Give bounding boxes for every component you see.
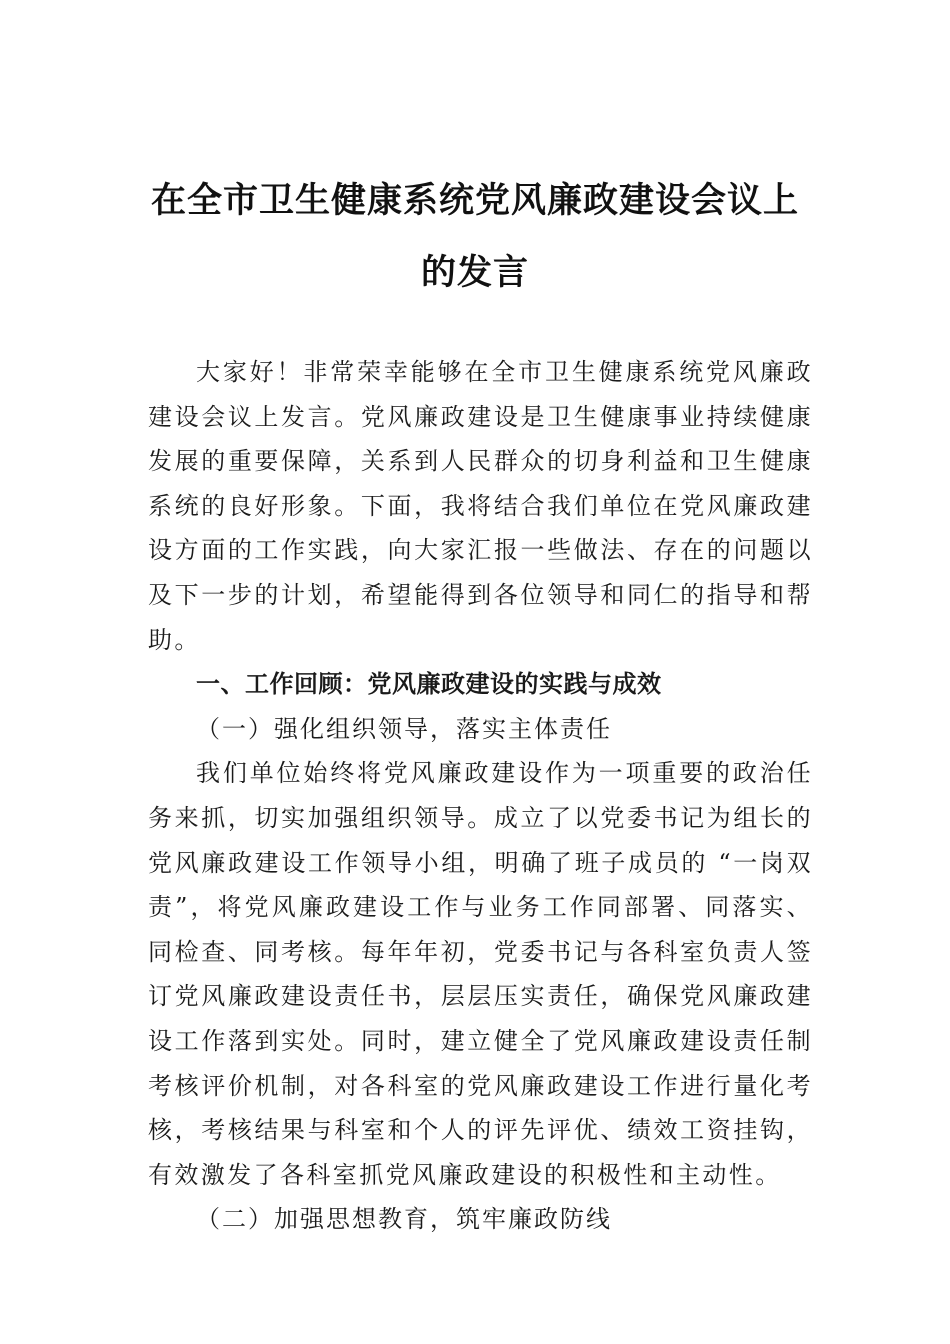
- subsection-heading-1: （一）强化组织领导，落实主体责任: [196, 714, 612, 743]
- document-body: [148, 350, 813, 1242]
- title-line-1: 在全市卫生健康系统党风廉政建设会议上: [150, 180, 799, 221]
- title-line-2: 的发言: [420, 252, 529, 293]
- document-title: [150, 165, 800, 309]
- subsection-1-paragraph: 我们单位始终将党风廉政建设作为一项重要的政治任务来抓，切实加强组织领导。成立了以党委书记为组长的党风廉政建设工作领导小组，明确了班子成员的 “一岗双责”，将党风廉政建设工作与业务工作同部署、同落实、同检查、同考核。每年年初，党委书记与各科室负责人签订党风廉政建设责任书，层层压实责任，确保党风廉政建设工作落到实处。同时，建立健全了党风廉政建设责任制考核评价机制，对各科室的党风廉政建设工作进行量化考核，考核结果与科室和个人的评先评优、绩效工资挂钩，有效激发了各科室抓党风廉政建设的积极性和主动性。: [148, 759, 813, 1189]
- section-heading-1: 一、工作回顾：党风廉政建设的实践与成效: [196, 670, 662, 699]
- subsection-heading-2: （二）加强思想教育，筑牢廉政防线: [196, 1205, 612, 1234]
- intro-paragraph: 大家好！非常荣幸能够在全市卫生健康系统党风廉政建设会议上发言。党风廉政建设是卫生健康事业持续健康发展的重要保障，关系到人民群众的切身利益和卫生健康系统的良好形象。下面，我将结合我们单位在党风廉政建设方面的工作实践，向大家汇报一些做法、存在的问题以及下一步的计划，希望能得到各位领导和同仁的指导和帮助。: [148, 358, 813, 654]
